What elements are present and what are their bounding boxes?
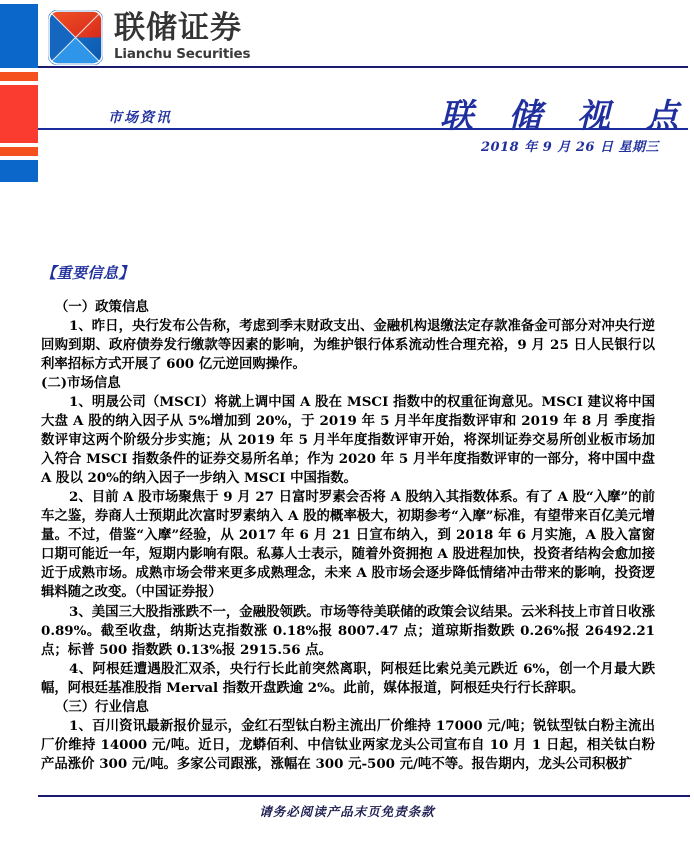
- body-paragraph: 4、阿根廷遭遇股汇双杀，央行行长此前突然离职，阿根廷比索兑美元跌近 6%，创一个月最大跌幅，阿根廷基准股指 Merval 指数开盘跌逾 2%。此前，媒体报道，阿根廷央行行长辞职。: [41, 660, 655, 696]
- body-paragraph: 2、目前 A 股市场聚焦于 9 月 27 日富时罗素会否将 A 股纳入其指数体系。有了 A 股“入摩”的前车之鉴，券商人士预期此次富时罗素纳入 A 股的概率极大，初期参考“入摩”标准，有望带来百亿美元增量。不过，借鉴“入摩”经验，从 2017 年 6 月 21 日宣布纳入，到 2018 年 6 月实施，A 股入富窗口期可能近一年，短期内影响有限。私募人士表示，随着外资拥抱 A 股进程加快，投资者结构会愈加接近于成熟市场。成熟市场会带来更多成熟理念，未来 A 股市场会逐步降低情绪冲击带来的影响，投资逻辑料随之改变。（中国证券报）: [41, 489, 655, 601]
- section-heading: 【重要信息】: [41, 264, 135, 282]
- brand-name-en: Lianchu Securities: [114, 46, 251, 63]
- body-paragraph: 1、百川资讯最新报价显示，金红石型钛白粉主流出厂价维持 17000 元/吨；锐钛型钛白粉主流出厂价维持 14000 元/吨。近日，龙蟒佰利、中信钛业两家龙头公司宣布自 10 月 1 日起，相关钛白粉产品涨价 300 元/吨。多家公司跟涨，涨幅在 300 元-500 元/吨不等。报告期内，龙头公司积极扩: [41, 717, 655, 772]
- subsection-heading: (二)市场信息: [41, 375, 121, 392]
- content-blocks: [41, 298, 655, 774]
- masthead-category-label: 市场资讯: [108, 110, 172, 126]
- subsection-heading: （三）行业信息: [55, 698, 149, 715]
- page-title: 联 储 视 点: [440, 96, 691, 135]
- brand-logo-text: [114, 10, 251, 63]
- body-paragraph: 1、明晟公司（MSCI）将就上调中国 A 股在 MSCI 指数中的权重征询意见。MSCI 建议将中国大盘 A 股的纳入因子从 5%增加到 20%，于 2019 年 5 月半年度指数评审和 2019 年 8 月 季度指数评审这两个阶级分步实施；从 2019 年 5 月半年度指数评审开始，将深圳证券交易所创业板市场加入符合 MSCI 指数条件的证券交易所名单；作为 2020 年 5 月半年度指数评审的一部分，将中国中盘 A 股以 20%的纳入因子一步纳入 MSCI 中国指数。: [41, 394, 655, 487]
- document-body: [41, 264, 655, 774]
- footer-divider-rule: [38, 795, 690, 797]
- header-divider-rule: [38, 66, 688, 68]
- decorative-bar-red: [0, 85, 38, 143]
- subsection-heading: （一）政策信息: [55, 299, 149, 315]
- publication-date: 2018 年 9 月 26 日 星期三: [481, 140, 659, 155]
- decorative-bar-blue-bottom: [0, 160, 38, 182]
- footer-disclaimer: 请务必阅读产品末页免责条款: [259, 804, 435, 819]
- decorative-bar-blue-top: [0, 4, 38, 68]
- brand-logo: [48, 10, 250, 65]
- body-paragraph: 3、美国三大股指涨跌不一，金融股领跌。市场等待美联储的政策会议结果。云米科技上市首日收涨 0.89%。截至收盘，纳斯达克指数涨 0.18%报 8007.47 点；道琼斯指数跌 0.26%报 26492.21 点；标普 500 指数跌 0.13%报 2915.56 点。: [41, 603, 655, 658]
- decorative-bar-orange-upper: [0, 72, 38, 81]
- lianchu-hourglass-logo-icon: [48, 10, 103, 65]
- brand-name-cn: 联储证券: [114, 10, 242, 47]
- body-paragraph: 1、昨日，央行发布公告称，考虑到季末财政支出、金融机构退缴法定存款准备金可部分对冲央行逆回购到期、政府债券发行缴款等因素的影响，为维护银行体系流动性合理充裕，9 月 25 日人民银行以利率招标方式开展了 600 亿元逆回购操作。: [41, 318, 655, 373]
